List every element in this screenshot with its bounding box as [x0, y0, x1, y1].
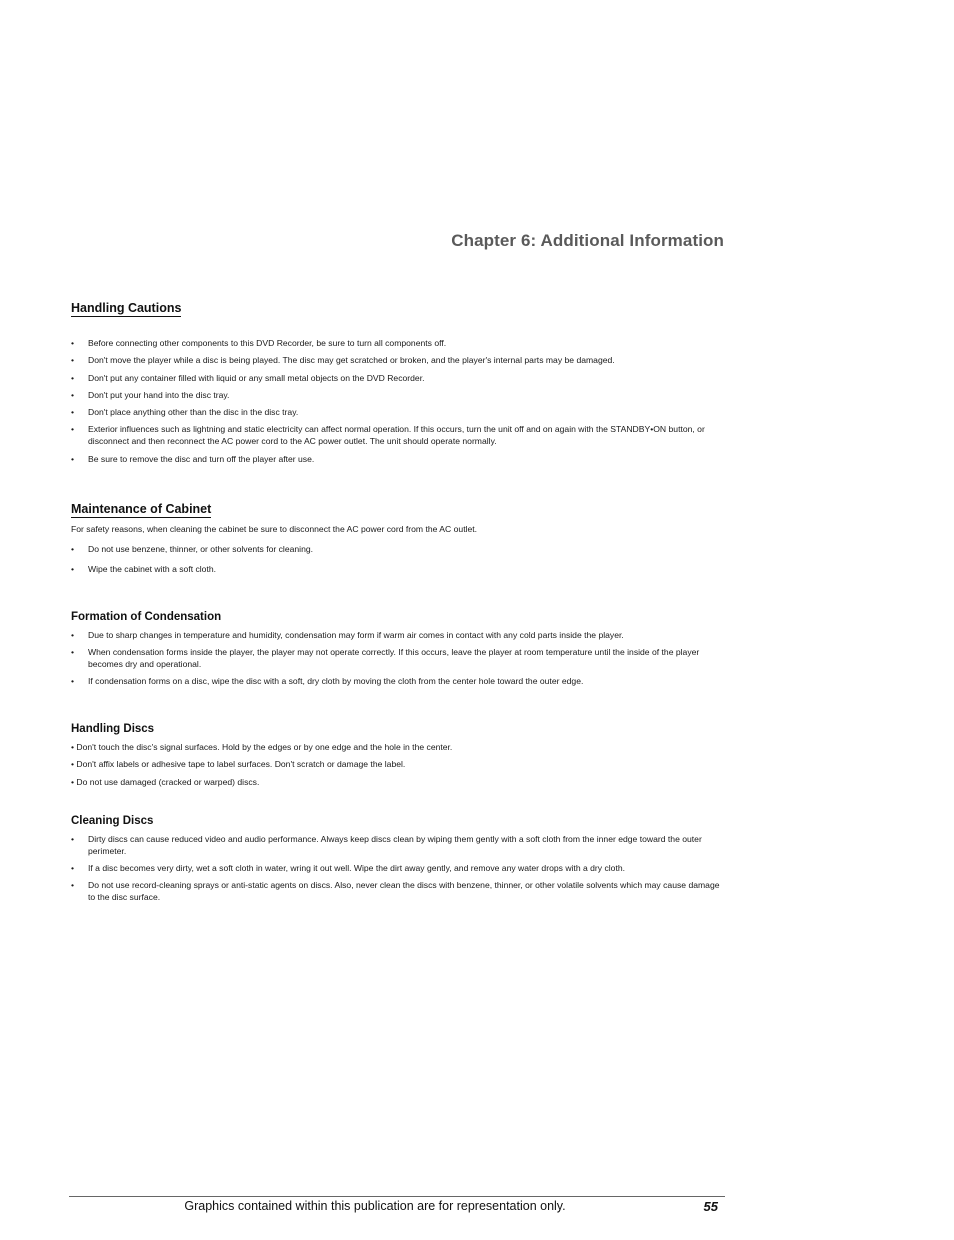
maintenance-list	[71, 544, 723, 576]
heading-cleaning-discs: Cleaning Discs	[71, 815, 154, 827]
heading-handling-cautions: Handling Cautions	[71, 301, 182, 315]
list-item: • Don't move the player while a disc is being played. The disc may get scratched or broken, and the player's internal parts may be damaged.	[71, 355, 723, 367]
list-item: • Don't put any container filled with liquid or any small metal objects on the DVD Recorder.	[71, 373, 723, 385]
list-item: • Exterior influences such as lightning and static electricity can affect normal operation. If this occurs, turn the unit off and on again with the STANDBY•ON button, or disconnect and then reconnect the AC power cord to the AC power outlet. The unit should operate normally.	[71, 424, 723, 448]
list-item: • Due to sharp changes in temperature and humidity, condensation may form if warm air comes in contact with any cold parts inside the player.	[71, 630, 723, 642]
heading-condensation: Formation of Condensation	[71, 611, 222, 623]
list-item: • Don't touch the disc's signal surfaces. Hold by the edges or by one edge and the hole in the center.	[71, 742, 453, 752]
list-item: • If a disc becomes very dirty, wet a soft cloth in water, wring it out well. Wipe the dirt away gently, and remove any water drops with a dry cloth.	[71, 863, 723, 875]
section-cleaning-discs	[71, 815, 723, 904]
heading-handling-discs: Handling Discs	[71, 723, 155, 735]
handling-cautions-list	[71, 338, 723, 465]
chapter-title: Chapter 6: Additional Information	[451, 231, 724, 250]
list-item: • Wipe the cabinet with a soft cloth.	[71, 564, 723, 576]
footer-note: Graphics contained within this publication are for representation only.	[184, 1199, 566, 1213]
section-handling-discs	[71, 723, 723, 788]
list-item: • Do not use benzene, thinner, or other solvents for cleaning.	[71, 544, 723, 556]
section-condensation	[71, 611, 723, 688]
handling-discs-list	[71, 742, 723, 788]
section-handling-cautions	[71, 299, 723, 465]
list-item: • Don't place anything other than the disc in the disc tray.	[71, 407, 723, 419]
maintenance-intro: For safety reasons, when cleaning the cabinet be sure to disconnect the AC power cord from the AC outlet.	[71, 524, 478, 534]
list-item: • Before connecting other components to this DVD Recorder, be sure to turn all components off.	[71, 338, 723, 350]
list-item: • Dirty discs can cause reduced video and audio performance. Always keep discs clean by wiping them gently with a soft cloth from the inner edge toward the outer perimeter.	[71, 834, 723, 858]
footer-rule	[69, 1196, 725, 1197]
page-number: 55	[703, 1199, 718, 1214]
list-item: • If condensation forms on a disc, wipe the disc with a soft, dry cloth by moving the cloth from the center hole toward the outer edge.	[71, 676, 723, 688]
list-item: • Do not use damaged (cracked or warped) discs.	[71, 776, 260, 787]
list-item: • When condensation forms inside the player, the player may not operate correctly. If this occurs, leave the player at room temperature until the inside of the player becomes dry and operational.	[71, 647, 723, 671]
list-item: • Don't put your hand into the disc tray.	[71, 390, 723, 402]
list-item: • Do not use record-cleaning sprays or anti-static agents on discs. Also, never clean the discs with benzene, thinner, or other volatile solvents which may cause damage to the disc surface.	[71, 880, 723, 904]
list-item: • Be sure to remove the disc and turn off the player after use.	[71, 454, 723, 466]
heading-maintenance: Maintenance of Cabinet	[71, 502, 212, 516]
condensation-list	[71, 630, 723, 688]
section-maintenance	[71, 500, 723, 575]
cleaning-discs-list	[71, 834, 723, 904]
list-item: • Don't affix labels or adhesive tape to label surfaces. Don't scratch or damage the label.	[71, 759, 406, 770]
